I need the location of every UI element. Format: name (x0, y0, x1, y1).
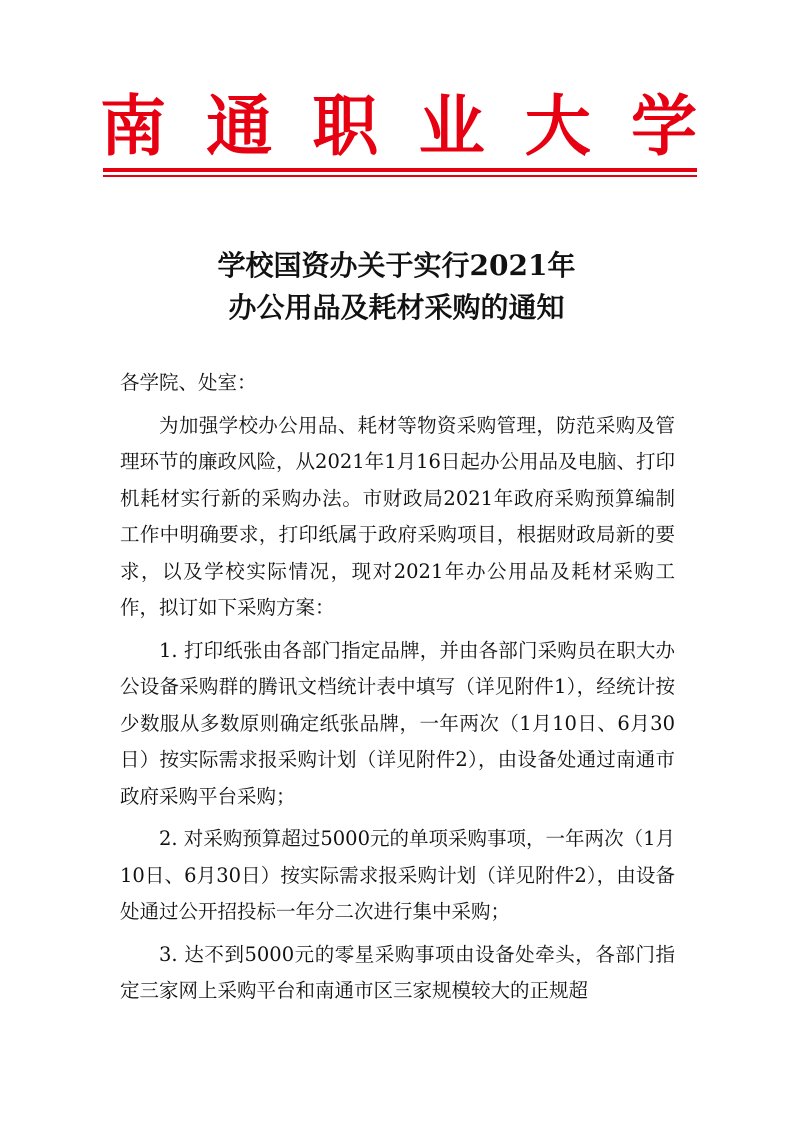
body-paragraph-item-2: 2. 对采购预算超过5000元的单项采购事项，一年两次（1月10日、6月30日）按实际需求报采购计划（详见附件2），由设备处通过公开招投标一年分二次进行集中采购； (120, 827, 675, 923)
letterhead-char: 南 (100, 87, 166, 165)
document-title-line-1: 学校国资办关于实行2021年 (217, 249, 576, 282)
letterhead-char: 学 (630, 87, 697, 165)
letterhead-char: 大 (524, 87, 591, 165)
letterhead-char: 通 (206, 87, 273, 165)
document-title-line-2: 办公用品及耗材采购的通知 (228, 291, 565, 324)
letterhead-char: 职 (312, 87, 379, 165)
salutation: 各学院、处室： (120, 371, 257, 394)
document-body (120, 365, 675, 1010)
letterhead-title (100, 84, 697, 168)
body-paragraph-item-1: 1. 打印纸张由各部门指定品牌，并由各部门采购员在职大办公设备采购群的腾讯文档统计表中填写（详见附件1），经统计按少数服从多数原则确定纸张品牌，一年两次（1月10日、6月30日）按实际需求报采购计划（详见附件2），由设备处通过南通市政府采购平台采购； (120, 638, 675, 808)
body-paragraph-intro: 为加强学校办公用品、耗材等物资采购管理，防范采购及管理环节的廉政风险，从2021年1月16日起办公用品及电脑、打印机耗材实行新的采购办法。市财政局2021年政府采购预算编制工作中明确要求，打印纸属于政府采购项目，根据财政局新的要求，以及学校实际情况，现对2021年办公用品及耗材采购工作，拟订如下采购方案： (120, 413, 675, 619)
letterhead-divider-thick (103, 168, 697, 172)
document-title (120, 245, 673, 329)
body-paragraph-item-3: 3. 达不到5000元的零星采购事项由设备处牵头，各部门指定三家网上采购平台和南通市区三家规模较大的正规超 (120, 942, 675, 1002)
letterhead-divider-thin (103, 175, 697, 177)
letterhead-char: 业 (418, 87, 485, 165)
